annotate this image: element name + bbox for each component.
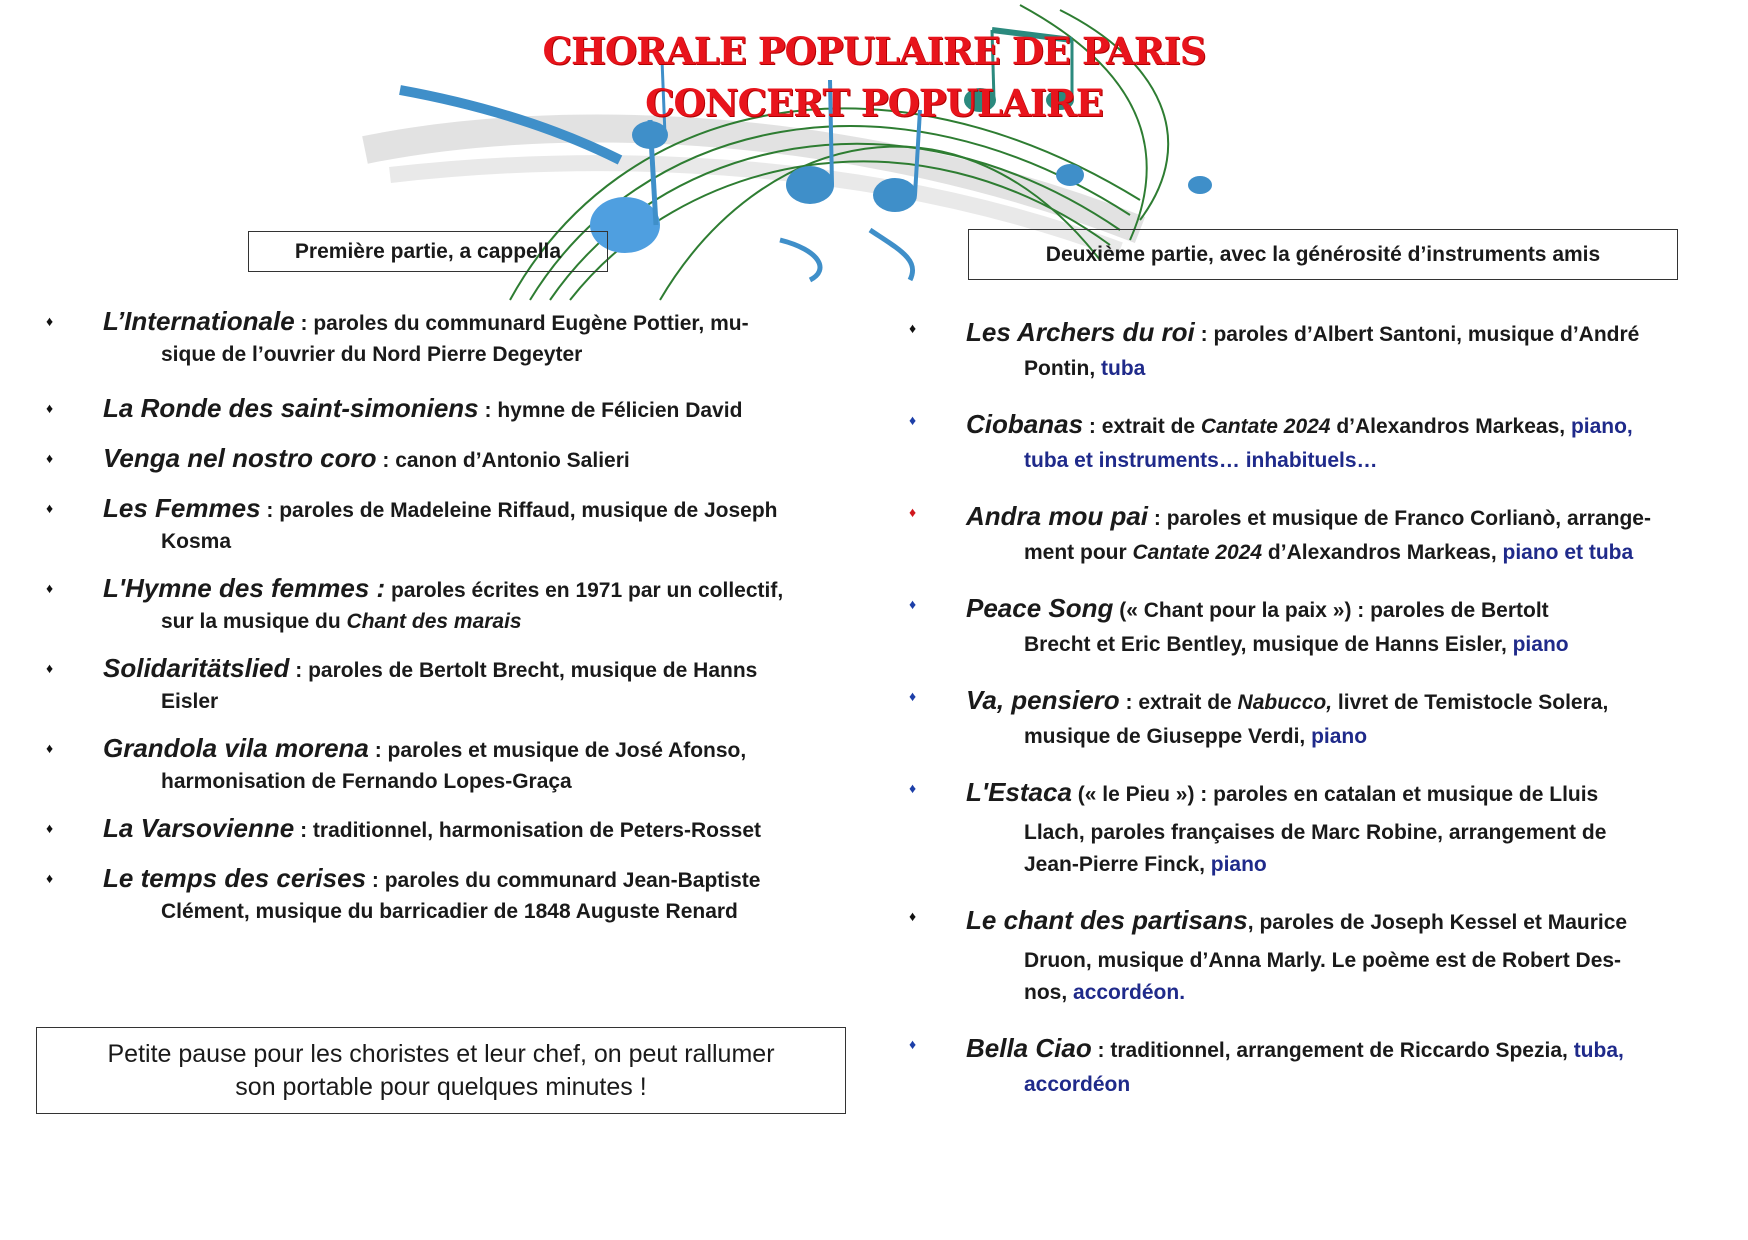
list-item: ♦ Ciobanas : extrait de Cantate 2024 d’Alexandros Markeas, piano, tuba et instruments… inhabituels… bbox=[909, 404, 1739, 475]
work-title: Cantate 2024 bbox=[1200, 415, 1331, 438]
diamond-bullet-icon: ♦ bbox=[46, 820, 54, 836]
intermission-line-2: son portable pour quelques minutes ! bbox=[235, 1072, 647, 1101]
song-credits: paroles écrites en 1971 par un collectif, bbox=[391, 579, 784, 602]
part1-heading: Première partie, a cappella bbox=[248, 231, 608, 272]
instrument-label: piano et tuba bbox=[1502, 541, 1634, 564]
diamond-bullet-icon: ♦ bbox=[909, 688, 917, 704]
song-title: Grandola vila morena bbox=[103, 733, 369, 763]
song-title: La Ronde des saint-simoniens bbox=[103, 393, 479, 423]
song-title: Bella Ciao bbox=[966, 1033, 1092, 1063]
list-item: ♦ Les Femmes : paroles de Madeleine Riffaud, musique de Joseph Kosma bbox=[46, 492, 866, 557]
diamond-bullet-icon: ♦ bbox=[909, 908, 917, 924]
instrument-label: piano bbox=[1210, 853, 1267, 876]
song-credits-cont: Kosma bbox=[161, 530, 232, 553]
list-item: ♦ Le temps des cerises : paroles du communard Jean-Baptiste Clément, musique du barricadier de 1848 Auguste Renard bbox=[46, 862, 866, 927]
song-title: L'Hymne des femmes : bbox=[103, 573, 386, 603]
list-item: ♦ Les Archers du roi : paroles d’Albert Santoni, musique d’André Pontin, tuba bbox=[909, 317, 1640, 380]
song-title: La Varsovienne bbox=[103, 813, 295, 843]
diamond-bullet-icon: ♦ bbox=[46, 450, 54, 466]
list-item: ♦ Grandola vila morena : paroles et musique de José Afonso, harmonisation de Fernando Lopes-Graça bbox=[46, 732, 866, 797]
song-title: Solidaritätslied bbox=[103, 653, 290, 683]
list-item: ♦ Le chant des partisans, paroles de Joseph Kessel et Maurice Druon, musique d’Anna Marly. Le poème est de Robert Des- nos, accordéon. bbox=[909, 900, 1739, 1007]
song-credits: hymne de Félicien David bbox=[497, 399, 743, 422]
song-title: Les Femmes bbox=[103, 493, 261, 523]
song-credits: canon d’Antonio Salieri bbox=[395, 449, 630, 472]
diamond-bullet-icon: ♦ bbox=[46, 870, 54, 886]
list-item: ♦ Solidaritätslied : paroles de Bertolt Brecht, musique de Hanns Eisler bbox=[46, 652, 866, 717]
instrument-label: piano, bbox=[1570, 415, 1633, 438]
diamond-bullet-icon: ♦ bbox=[46, 660, 54, 676]
diamond-bullet-icon: ♦ bbox=[46, 580, 54, 596]
intermission-line-1: Petite pause pour les choristes et leur chef, on peut rallumer bbox=[107, 1039, 775, 1068]
diamond-bullet-icon: ♦ bbox=[46, 500, 54, 516]
diamond-bullet-icon: ♦ bbox=[46, 740, 54, 756]
song-title: Le temps des cerises bbox=[103, 863, 367, 893]
song-credits: paroles de Joseph Kessel et Maurice bbox=[1259, 911, 1628, 934]
list-item: ♦ Peace Song (« Chant pour la paix ») : paroles de Bertolt Brecht et Eric Bentley, musique de Hanns Eisler, piano bbox=[909, 593, 1569, 656]
song-title: Le chant des partisans bbox=[966, 905, 1248, 935]
instrument-label: accordéon bbox=[1024, 1073, 1131, 1096]
song-credits: paroles de Bertolt Brecht, musique de Hanns bbox=[308, 659, 758, 682]
list-item: ♦ L’Internationale : paroles du communard Eugène Pottier, mu- sique de l’ouvrier du Nord Pierre Degeyter bbox=[46, 305, 866, 370]
song-credits: paroles d’Albert Santoni, musique d’André bbox=[1213, 323, 1640, 346]
song-title: Ciobanas bbox=[966, 409, 1084, 439]
song-credits-cont: Llach, paroles françaises de Marc Robine, arrangement de bbox=[1024, 821, 1607, 844]
diamond-bullet-icon: ♦ bbox=[909, 504, 917, 520]
song-credits-cont: Clément, musique du barricadier de 1848 Auguste Renard bbox=[161, 900, 738, 923]
title-line-1: CHORALE POPULAIRE DE PARIS bbox=[542, 29, 1206, 73]
song-credits: paroles du communard Eugène Pottier, mu- bbox=[313, 312, 749, 335]
instrument-label: tuba bbox=[1101, 357, 1146, 380]
title-line-2: CONCERT POPULAIRE bbox=[645, 81, 1103, 125]
song-credits: paroles et musique de José Afonso, bbox=[387, 739, 747, 762]
list-item: ♦ Va, pensiero : extrait de Nabucco, livret de Temistocle Solera, musique de Giuseppe Verdi, piano bbox=[909, 685, 1609, 748]
part1-song-list bbox=[46, 305, 866, 927]
song-title: Andra mou pai bbox=[966, 501, 1149, 531]
song-credits-cont: sique de l’ouvrier du Nord Pierre Degeyter bbox=[161, 343, 583, 366]
list-item: ♦ L'Hymne des femmes : paroles écrites en 1971 par un collectif, sur la musique du Chant des marais bbox=[46, 573, 784, 633]
instrument-label: accordéon. bbox=[1073, 981, 1186, 1004]
song-credits: traditionnel, arrangement de Riccardo Spezia, bbox=[1110, 1039, 1574, 1062]
song-credits: paroles de Madeleine Riffaud, musique de Joseph bbox=[279, 499, 778, 522]
song-credits: paroles et musique de Franco Corlianò, arrange- bbox=[1166, 507, 1651, 530]
instrument-label: tuba, bbox=[1573, 1039, 1624, 1062]
work-title: Chant des marais bbox=[346, 610, 522, 633]
part2-heading: Deuxième partie, avec la générosité d’instruments amis bbox=[968, 229, 1678, 280]
diamond-bullet-icon: ♦ bbox=[909, 1036, 917, 1052]
diamond-bullet-icon: ♦ bbox=[46, 313, 54, 329]
instrument-label: tuba et instruments… inhabituels… bbox=[1024, 449, 1378, 472]
song-credits-cont: harmonisation de Fernando Lopes-Graça bbox=[161, 770, 572, 793]
song-credits-cont: Druon, musique d’Anna Marly. Le poème est de Robert Des- bbox=[1024, 949, 1622, 972]
diamond-bullet-icon: ♦ bbox=[909, 596, 917, 612]
song-title: Venga nel nostro coro bbox=[103, 443, 377, 473]
song-title: L'Estaca bbox=[966, 777, 1072, 807]
list-item: ♦ La Varsovienne : traditionnel, harmonisation de Peters-Rosset bbox=[46, 813, 761, 843]
song-title: L’Internationale bbox=[103, 306, 295, 336]
song-title: Les Archers du roi bbox=[966, 317, 1195, 347]
song-credits: paroles de Bertolt bbox=[1370, 599, 1549, 622]
diamond-bullet-icon: ♦ bbox=[909, 320, 917, 336]
diamond-bullet-icon: ♦ bbox=[46, 400, 54, 416]
song-credits-cont: Eisler bbox=[161, 690, 219, 713]
part2-song-list bbox=[909, 312, 1739, 1099]
diamond-bullet-icon: ♦ bbox=[909, 412, 917, 428]
song-credits: paroles du communard Jean-Baptiste bbox=[384, 869, 761, 892]
diamond-bullet-icon: ♦ bbox=[909, 780, 917, 796]
list-item: ♦ L'Estaca (« le Pieu ») : paroles en catalan et musique de Lluis Llach, paroles françaises de Marc Robine, arrangement de Jean-Pierre Finck, piano bbox=[909, 772, 1739, 879]
list-item: ♦ La Ronde des saint-simoniens : hymne de Félicien David bbox=[46, 393, 743, 423]
song-credits: paroles en catalan et musique de Lluis bbox=[1213, 783, 1599, 806]
instrument-label: piano bbox=[1512, 633, 1569, 656]
work-title: Cantate 2024 bbox=[1132, 541, 1263, 564]
work-title: Nabucco, bbox=[1237, 691, 1333, 714]
song-title: Va, pensiero bbox=[966, 685, 1120, 715]
list-item: ♦ Bella Ciao : traditionnel, arrangement de Riccardo Spezia, tuba, accordéon bbox=[909, 1028, 1739, 1099]
instrument-label: piano bbox=[1311, 725, 1368, 748]
list-item: ♦ Venga nel nostro coro : canon d’Antonio Salieri bbox=[46, 443, 630, 473]
intermission-note bbox=[36, 1027, 846, 1114]
song-credits: traditionnel, harmonisation de Peters-Rosset bbox=[312, 819, 761, 842]
song-title: Peace Song bbox=[966, 593, 1114, 623]
list-item: ♦ Andra mou pai : paroles et musique de Franco Corlianò, arrange- ment pour Cantate 2024 d’Alexandros Markeas, piano et tuba bbox=[909, 501, 1651, 564]
